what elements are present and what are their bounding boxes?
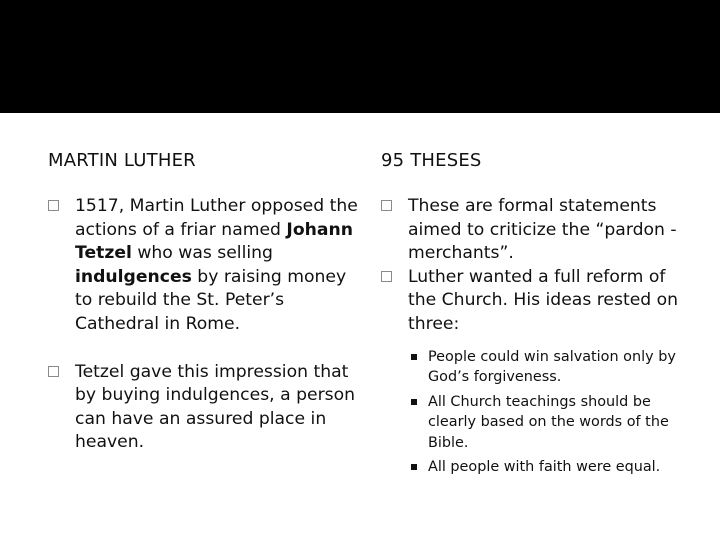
bullet-box-icon xyxy=(48,200,59,211)
left-bullet-1-bold-1: Johann Tetzel xyxy=(75,219,353,264)
square-bullet-icon xyxy=(411,354,417,360)
sub-bullet xyxy=(408,347,696,388)
left-column xyxy=(48,150,358,479)
bullet-box-icon xyxy=(381,200,392,211)
left-bullet-1-bold-2: indulgences xyxy=(75,266,192,287)
sub-bullet-text: People could win salvation only by God’s forgiveness. xyxy=(428,348,676,386)
right-bullet-2-text: Luther wanted a full reform of the Church. His ideas rested on three: xyxy=(408,266,679,334)
right-bullet-2 xyxy=(381,266,696,337)
left-bullet-1-text-post: by raising money to rebuild the St. Peter’s Cathedral in Rome. xyxy=(75,266,347,334)
right-bullet-1 xyxy=(381,195,696,266)
left-bullet-2-text: Tetzel gave this impression that by buying indulgences, a person can have an assured place in heaven. xyxy=(75,361,356,453)
title-band xyxy=(0,0,720,113)
left-heading: MARTIN LUTHER xyxy=(48,150,196,171)
right-heading: 95 THESES xyxy=(381,150,482,171)
sub-bullet-list xyxy=(408,347,696,478)
bullet-box-icon xyxy=(381,271,392,282)
left-bullet-1-text-pre: 1517, Martin Luther opposed the actions of a friar named xyxy=(75,196,358,240)
square-bullet-icon xyxy=(411,464,417,470)
sub-bullet xyxy=(408,457,696,478)
left-bullet-1-text-mid: who was selling xyxy=(131,243,273,264)
sub-bullet xyxy=(408,392,696,454)
left-bullet-2 xyxy=(48,361,358,455)
left-bullet-1 xyxy=(48,195,358,337)
right-bullet-1-text: These are formal statements aimed to criticize the “pardon -merchants”. xyxy=(408,196,677,264)
right-column xyxy=(381,150,696,482)
sub-bullet-text: All people with faith were equal. xyxy=(428,459,661,476)
bullet-box-icon xyxy=(48,366,59,377)
sub-bullet-text: All Church teachings should be clearly based on the words of the Bible. xyxy=(428,393,669,451)
square-bullet-icon xyxy=(411,399,417,405)
